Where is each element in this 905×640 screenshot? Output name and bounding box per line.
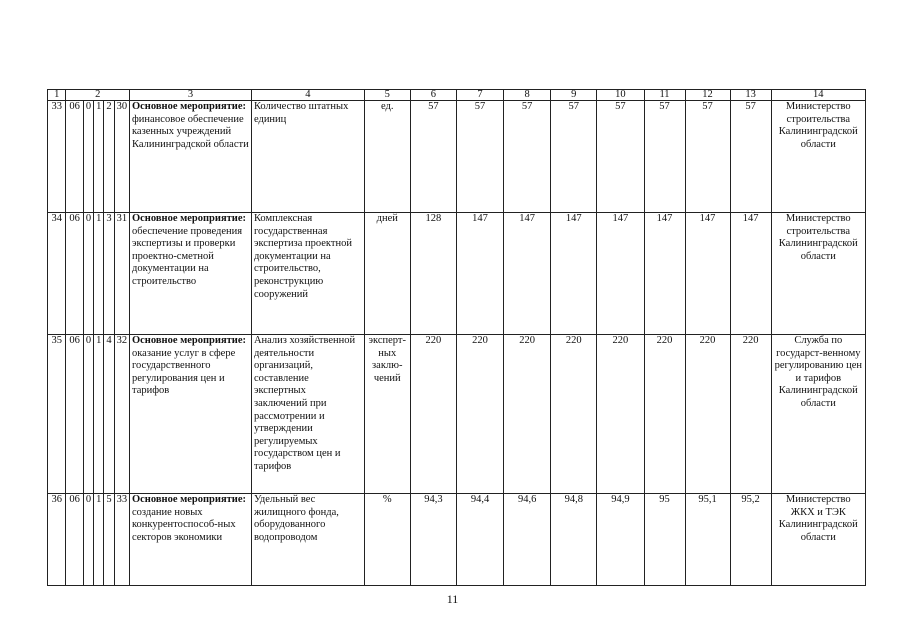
header-cell: 6 (410, 90, 456, 101)
activity-description: создание новых конкурентоспособ-ных секторов экономики (131, 506, 236, 543)
value-cell: 57 (551, 101, 597, 213)
executor-cell: Министерство строительства Калининградской области (771, 213, 865, 335)
header-cell: 13 (730, 90, 771, 101)
activity-title: Основное мероприятие: (131, 213, 246, 224)
unit-cell: эксперт-ных заклю-чений (364, 335, 410, 494)
header-cell: 5 (364, 90, 410, 101)
code-cell: 4 (104, 335, 114, 494)
code-cell: 1 (94, 335, 104, 494)
value-cell: 220 (551, 335, 597, 494)
header-cell: 9 (551, 90, 597, 101)
unit-cell: ед. (364, 101, 410, 213)
code-cell: 32 (114, 335, 129, 494)
table-row (48, 494, 866, 586)
value-cell: 57 (730, 101, 771, 213)
code-cell: 06 (66, 494, 83, 586)
activity-description: оказание услуг в сфере государственного регулирования цен и тарифов (131, 347, 236, 397)
activity-title: Основное мероприятие: (131, 101, 246, 112)
value-cell: 57 (597, 101, 644, 213)
unit-cell: дней (364, 213, 410, 335)
code-cell: 35 (48, 335, 66, 494)
activity-cell (129, 101, 251, 213)
code-cell: 34 (48, 213, 66, 335)
header-cell: 1 (48, 90, 66, 101)
code-cell: 0 (83, 494, 93, 586)
activity-title: Основное мероприятие: (131, 494, 246, 505)
activity-cell (129, 494, 251, 586)
value-cell: 94,9 (597, 494, 644, 586)
code-cell: 33 (114, 494, 129, 586)
indicator-cell: Комплексная государственная экспертиза проектной документации на строительство, реконструкцию сооружений (251, 213, 364, 335)
value-cell: 95,1 (685, 494, 730, 586)
value-cell: 220 (644, 335, 685, 494)
code-cell: 30 (114, 101, 129, 213)
activity-description: обеспечение проведения экспертизы и проверки проектно-сметной документации на строительство (131, 225, 243, 287)
code-cell: 0 (83, 213, 93, 335)
value-cell: 147 (685, 213, 730, 335)
activity-description: финансовое обеспечение казенных учреждений Калининградской области (131, 113, 249, 150)
code-cell: 1 (94, 101, 104, 213)
header-cell: 11 (644, 90, 685, 101)
value-cell: 57 (504, 101, 551, 213)
value-cell: 94,4 (456, 494, 503, 586)
value-cell: 147 (644, 213, 685, 335)
executor-cell: Министерство ЖКХ и ТЭК Калининградской области (771, 494, 865, 586)
header-row (48, 90, 866, 101)
header-cell: 10 (597, 90, 644, 101)
value-cell: 220 (410, 335, 456, 494)
code-cell: 3 (104, 213, 114, 335)
unit-cell: % (364, 494, 410, 586)
value-cell: 220 (504, 335, 551, 494)
code-cell: 1 (94, 213, 104, 335)
value-cell: 220 (685, 335, 730, 494)
executor-cell: Служба по государст-венному регулированию цен и тарифов Калининградской области (771, 335, 865, 494)
code-cell: 36 (48, 494, 66, 586)
code-cell: 0 (83, 101, 93, 213)
value-cell: 147 (504, 213, 551, 335)
code-cell: 33 (48, 101, 66, 213)
indicator-cell: Количество штатных единиц (251, 101, 364, 213)
table-row (48, 335, 866, 494)
value-cell: 57 (456, 101, 503, 213)
value-cell: 57 (685, 101, 730, 213)
executor-cell: Министерство строительства Калининградской области (771, 101, 865, 213)
header-cell: 12 (685, 90, 730, 101)
code-cell: 5 (104, 494, 114, 586)
page-number: 11 (446, 592, 459, 606)
value-cell: 220 (597, 335, 644, 494)
header-cell: 4 (251, 90, 364, 101)
code-cell: 31 (114, 213, 129, 335)
header-cell: 2 (66, 90, 130, 101)
value-cell: 94,8 (551, 494, 597, 586)
table-row (48, 101, 866, 213)
program-table (47, 89, 866, 586)
value-cell: 220 (730, 335, 771, 494)
value-cell: 95 (644, 494, 685, 586)
header-cell: 14 (771, 90, 865, 101)
header-cell: 7 (456, 90, 503, 101)
header-cell: 8 (504, 90, 551, 101)
value-cell: 95,2 (730, 494, 771, 586)
activity-title: Основное мероприятие: (131, 335, 246, 346)
value-cell: 220 (456, 335, 503, 494)
header-cell: 3 (129, 90, 251, 101)
value-cell: 147 (597, 213, 644, 335)
code-cell: 1 (94, 494, 104, 586)
value-cell: 57 (410, 101, 456, 213)
code-cell: 2 (104, 101, 114, 213)
value-cell: 147 (730, 213, 771, 335)
value-cell: 128 (410, 213, 456, 335)
code-cell: 06 (66, 213, 83, 335)
value-cell: 147 (551, 213, 597, 335)
value-cell: 94,6 (504, 494, 551, 586)
code-cell: 06 (66, 335, 83, 494)
code-cell: 06 (66, 101, 83, 213)
indicator-cell: Анализ хозяйственной деятельности организаций, составление экспертных заключений при рассмотрении и утверждении регулируемых государством цен и тарифов (251, 335, 364, 494)
table-row (48, 213, 866, 335)
value-cell: 94,3 (410, 494, 456, 586)
indicator-cell: Удельный вес жилищного фонда, оборудованного водопроводом (251, 494, 364, 586)
value-cell: 57 (644, 101, 685, 213)
value-cell: 147 (456, 213, 503, 335)
activity-cell (129, 335, 251, 494)
activity-cell (129, 213, 251, 335)
code-cell: 0 (83, 335, 93, 494)
